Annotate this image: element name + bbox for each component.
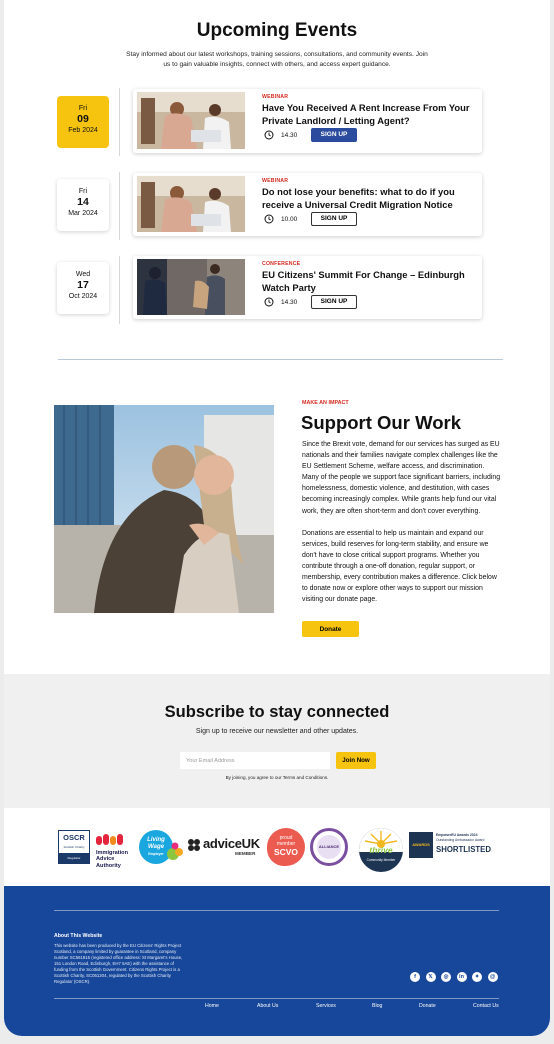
living-wage-line: Wage xyxy=(148,844,164,850)
thrive-name: thrive xyxy=(369,845,393,855)
footer-about-text: This website has been produced by the EU Citizens' Rights Project Scotland, a company limited by guarantee in Scotland, company number SC561815 (registered office address: St Margaret's House, 151 London Road, Edinburgh, EH7 6AE) with the assistance of funding from the Scottish Government. Citizens Rights Project is a Scottish Charity, SC051204, regulated by the Scottish Charity Regulator (OSCR). xyxy=(54,943,183,984)
award-shortlisted: SHORTLISTED xyxy=(436,845,492,854)
award-line: EmpowerEU Awards 2024 xyxy=(436,833,478,837)
subscribe-subtitle: Sign up to receive our newsletter and other updates. xyxy=(195,728,359,735)
join-now-button[interactable]: Join Now xyxy=(336,752,376,769)
event-time: 14.30 xyxy=(281,132,298,139)
event-title[interactable]: Have You Received A Rent Increase From Your Private Landlord / Letting Agent? xyxy=(262,102,470,126)
footer-divider xyxy=(54,998,499,999)
events-intro: Stay informed about our latest workshops, training sessions, consultations, and community events. Join us to gain valuable insights, connect with others, and access expert guidance. xyxy=(126,51,428,68)
thrive-sub: Community Member xyxy=(366,858,396,862)
event-weekday: Fri xyxy=(78,188,88,195)
footer-about-title: About This Website xyxy=(54,933,103,939)
subscribe-title: Subscribe to stay connected xyxy=(164,703,390,721)
event-card[interactable] xyxy=(133,173,482,236)
iaa-logo xyxy=(96,832,138,869)
partner-logos xyxy=(4,808,550,886)
event-type: CONFERENCE xyxy=(262,261,301,267)
timeline-divider xyxy=(119,88,120,156)
social-links xyxy=(410,972,498,982)
event-title[interactable]: Do not lose your benefits: what to do if you receive a Universal Credit Migration Notice xyxy=(262,186,455,210)
donate-button[interactable]: Donate xyxy=(302,621,359,637)
clock-icon xyxy=(264,130,274,140)
support-title: Support Our Work xyxy=(301,412,461,433)
scvo-line: proud xyxy=(279,835,293,841)
footer-nav-about[interactable]: About Us xyxy=(257,1003,279,1009)
adviceuk-logo xyxy=(187,836,267,858)
timeline-divider xyxy=(119,256,120,324)
event-card[interactable] xyxy=(133,256,482,319)
adviceuk-logo-mark xyxy=(187,838,201,852)
event-month: Mar 2024 xyxy=(68,210,98,217)
x-icon[interactable]: 𝕏 xyxy=(426,972,436,982)
footer-nav-donate[interactable]: Donate xyxy=(419,1003,436,1009)
adviceuk-name: adviceUK xyxy=(203,836,260,851)
bluesky-icon[interactable]: ✦ xyxy=(472,972,482,982)
event-date xyxy=(57,96,109,148)
subscribe-section xyxy=(4,674,550,808)
instagram-icon[interactable]: ◎ xyxy=(441,972,451,982)
scvo-line: SCVO xyxy=(273,847,299,857)
oscr-logo xyxy=(58,830,90,864)
footer-nav-services[interactable]: Services xyxy=(316,1003,336,1009)
sign-up-button[interactable]: SIGN UP xyxy=(311,128,357,142)
event-title[interactable]: EU Citizens' Summit For Change – Edinburgh Watch Party xyxy=(262,269,465,293)
event-day: 09 xyxy=(77,113,89,125)
living-wage-text xyxy=(142,837,170,858)
event-card[interactable] xyxy=(133,89,482,153)
scvo-line: member xyxy=(276,840,296,847)
timeline-divider xyxy=(119,172,120,240)
facebook-icon[interactable]: f xyxy=(410,972,420,982)
oscr-logo-sub: Scottish Charity xyxy=(63,845,85,849)
clock-icon xyxy=(264,214,274,224)
award-badge xyxy=(409,832,495,858)
event-time: 14.30 xyxy=(281,299,298,306)
events-title: Upcoming Events xyxy=(196,20,358,41)
event-day: 17 xyxy=(77,279,89,291)
event-type: WEBINAR xyxy=(262,94,289,100)
living-wage-line: Living xyxy=(147,837,165,843)
support-paragraph: Since the Brexit vote, demand for our services has surged as EU nationals and their families navigate complex challenges like the EU Settlement Scheme, welfare access, and discrimination. Many of the people we support face significant barriers, including homelessness, domestic violence, and destitution, with cases becoming increasingly complex. While grants help fund our vital work, they are often short-term and don't cover everything. xyxy=(302,441,501,515)
event-date xyxy=(57,179,109,231)
award-badge-mark: AWARDS xyxy=(409,832,433,858)
iaa-logo-line: Advice xyxy=(96,856,115,863)
oscr-logo-band: Regulator xyxy=(59,853,89,863)
support-eyebrow: MAKE AN IMPACT xyxy=(302,400,349,406)
living-wage-logo xyxy=(139,828,183,866)
event-day: 14 xyxy=(77,196,89,208)
clock-icon xyxy=(264,297,274,307)
event-weekday: Wed xyxy=(75,271,91,278)
scvo-logo xyxy=(267,828,305,866)
sign-up-button[interactable]: SIGN UP xyxy=(311,295,357,309)
iaa-logo-mark xyxy=(96,834,126,845)
footer-nav-home[interactable]: Home xyxy=(205,1003,219,1009)
event-month: Feb 2024 xyxy=(68,127,98,134)
adviceuk-sub: MEMBER xyxy=(235,851,256,856)
email-field[interactable] xyxy=(180,752,330,769)
event-image xyxy=(137,176,245,232)
section-divider xyxy=(58,359,503,360)
footer-nav-blog[interactable]: Blog xyxy=(372,1003,383,1009)
event-image xyxy=(137,259,245,315)
oscr-logo-text: OSCR xyxy=(63,833,85,842)
thrive-logo xyxy=(359,828,403,872)
event-image xyxy=(137,92,245,149)
event-date xyxy=(57,262,109,314)
event-time: 10.00 xyxy=(281,216,298,223)
iaa-logo-line: Immigration xyxy=(96,850,129,856)
linkedin-icon[interactable]: in xyxy=(457,972,467,982)
page xyxy=(4,0,550,1036)
event-type: WEBINAR xyxy=(262,178,289,184)
event-weekday: Fri xyxy=(78,105,88,112)
sign-up-button[interactable]: SIGN UP xyxy=(311,212,357,226)
support-paragraph: Donations are essential to help us maintain and expand our services, build reserves for long-term stability, and ensure we don't have to close critical support programs. Whether you contribute through a one-off donation, regular support, or membership, every contribution makes a difference. Click below to donate now or explore other ways to support our mission visiting our donate page. xyxy=(302,529,497,604)
footer xyxy=(4,886,550,1036)
support-photo xyxy=(54,405,274,613)
alliance-name: ALLIANCE xyxy=(318,844,340,849)
event-month: Oct 2024 xyxy=(68,293,98,300)
support-body xyxy=(302,439,502,605)
terms-notice[interactable]: By joining, you agree to our Terms and Conditions. xyxy=(225,775,329,780)
footer-divider xyxy=(54,910,499,911)
alliance-logo xyxy=(310,828,348,866)
iaa-logo-line: Authority xyxy=(96,862,121,869)
footer-nav-contact[interactable]: Contact Us xyxy=(473,1003,499,1009)
award-line: Outstanding Ambassador Award xyxy=(436,838,485,842)
living-wage-line: Employer xyxy=(148,852,164,856)
threads-icon[interactable]: @ xyxy=(488,972,498,982)
